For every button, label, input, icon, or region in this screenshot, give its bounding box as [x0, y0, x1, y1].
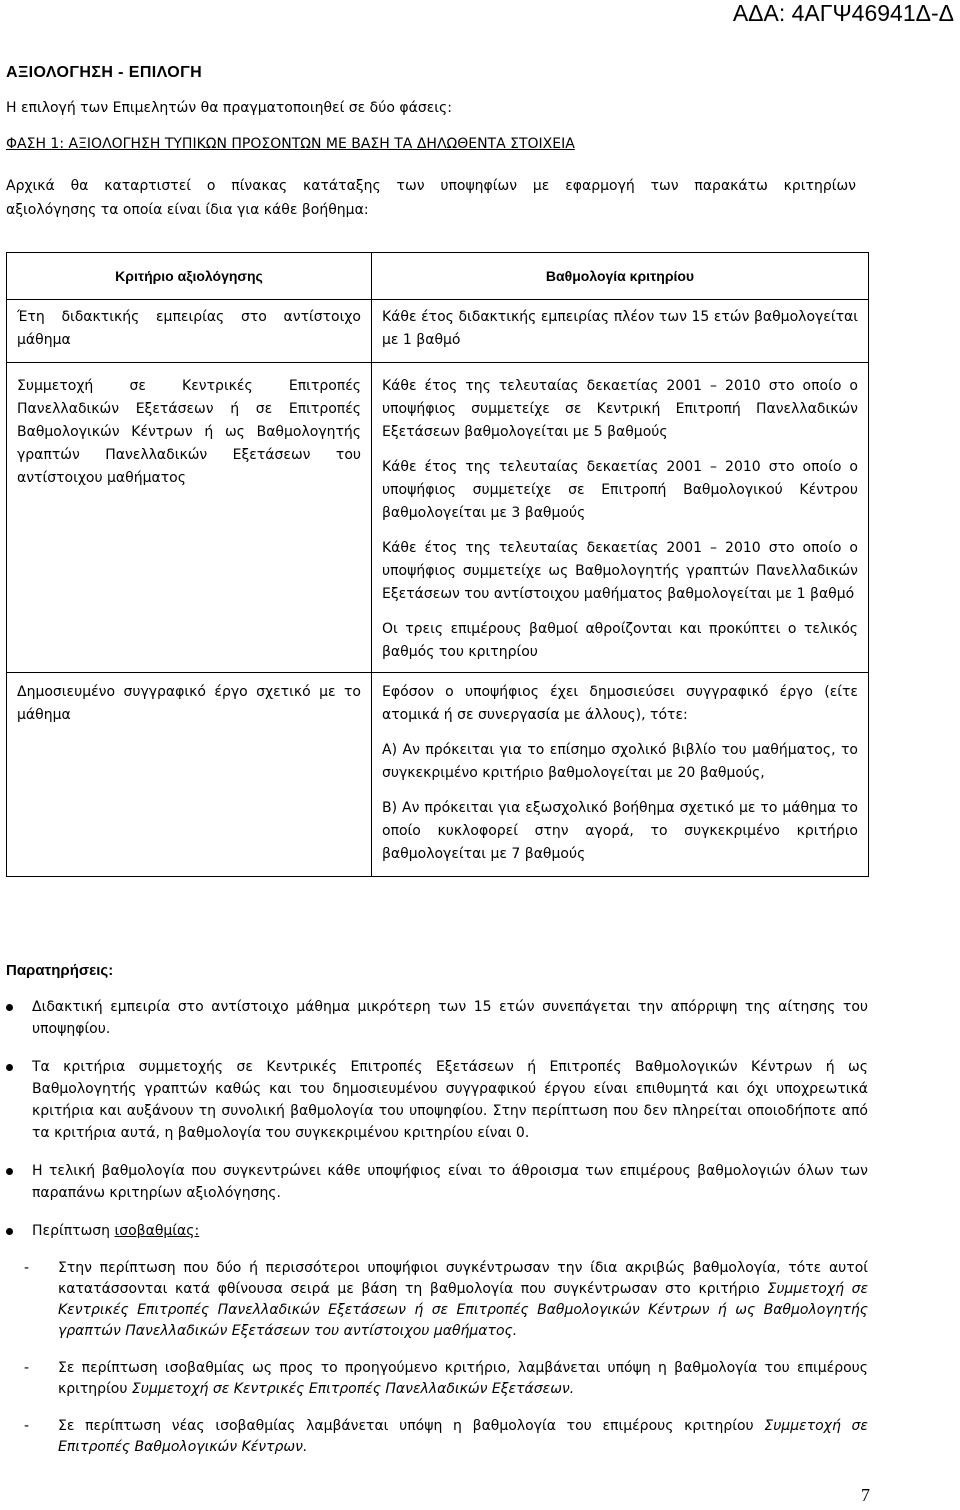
score-cell: Εφόσον ο υποψήφιος έχει δημοσιεύσει συγγραφικό έργο (είτε ατομικά ή σε συνεργασία με άλλους), τότε: [382, 684, 858, 723]
table-header-row [7, 253, 869, 300]
bullet-icon [6, 1004, 13, 1011]
tie-word: ισοβαθμίας: [114, 1223, 200, 1239]
list-item [6, 1056, 868, 1144]
score-cell: Β) Αν πρόκειται για εξωσχολικό βοήθημα σχετικό με το μάθημα το οποίο κυκλοφορεί στην αγορά, το συγκεκριμένο κριτήριο βαθμολογείται με 7 βαθμούς [382, 800, 858, 862]
section-title: ΑΞΙΟΛΟΓΗΣΗ - ΕΠΙΛΟΓΗ [6, 64, 203, 81]
tie-break-list [6, 1258, 868, 1474]
list-item [6, 1160, 868, 1204]
table-row [7, 673, 869, 877]
list-item [6, 1258, 868, 1342]
score-cell: Κάθε έτος της τελευταίας δεκαετίας 2001 – 2010 στο οποίο ο υποψήφιος συμμετείχε σε Κεντρική Επιτροπή Πανελλαδικών Εξετάσεων βαθμολογείται με 5 βαθμούς [382, 378, 858, 440]
list-item-text: Σε περίπτωση ισοβαθμίας ως προς το προηγούμενο κριτήριο, λαμβάνεται υπόψη η βαθμολογία του επιμέρους κριτηρίου [58, 1360, 868, 1397]
list-item [6, 1358, 868, 1400]
page-number: 7 [861, 1485, 870, 1505]
score-cell: Κάθε έτος διδακτικής εμπειρίας πλέον των 15 ετών βαθμολογείται με 1 βαθμό [382, 309, 858, 348]
criterion-cell: Δημοσιευμένο συγγραφικό έργο σχετικό με το μάθημα [17, 684, 361, 723]
intro-paragraph-line2: αξιολόγησης τα οποία είναι ίδια για κάθε βοήθημα: [6, 202, 369, 218]
list-item-text: Στην περίπτωση που δύο ή περισσότεροι υποψήφιοι συγκέντρωσαν την ίδια ακριβώς βαθμολογία, τότε αυτοί κατατάσσονται κατά φθίνουσα σειρά με βάση τη βαθμολογία που συγκέντρωσαν στο κριτήριο [58, 1260, 868, 1297]
bullet-icon [6, 1064, 13, 1071]
table-row [7, 300, 869, 363]
score-cell: Κάθε έτος της τελευταίας δεκαετίας 2001 – 2010 στο οποίο ο υποψήφιος συμμετείχε σε Επιτροπή Βαθμολογικού Κέντρου βαθμολογείται με 3 βαθμούς [382, 459, 858, 521]
score-cell: Κάθε έτος της τελευταίας δεκαετίας 2001 – 2010 στο οποίο ο υποψήφιος συμμετείχε ως Βαθμολογητής γραπτών Πανελλαδικών Εξετάσεων του αντίστοιχου μαθήματος βαθμολογείται με 1 βαθμό [382, 540, 858, 602]
list-item-italic: Συμμετοχή σε Κεντρικές Επιτροπές Πανελλαδικών Εξετάσεων. [131, 1381, 575, 1397]
list-item-italic: Συμμετοχή σε Κεντρικές Επιτροπές Πανελλαδικών Εξετάσεων ή σε Επιτροπές Βαθμολογικών Κέντρων ή ως Βαθμολογητής γραπτών Πανελλαδικών Εξετάσεων του αντίστοιχου μαθήματος. [58, 1281, 869, 1339]
dash-mark: - [24, 1360, 30, 1376]
intro-text: Η επιλογή των Επιμελητών θα πραγματοποιηθεί σε δύο φάσεις: [6, 100, 452, 116]
intro-paragraph-line1: Αρχικά θα καταρτιστεί ο πίνακας κατάταξης των υποψηφίων με εφαρμογή των παρακάτω κριτηρίων [6, 178, 856, 194]
bullet-icon [6, 1168, 13, 1175]
list-item-italic: Συμμετοχή σε Επιτροπές Βαθμολογικών Κέντρων. [58, 1418, 868, 1455]
score-cell: Α) Αν πρόκειται για το επίσημο σχολικό βιβλίο του μαθήματος, το συγκεκριμένο κριτήριο βαθμολογείται με 20 βαθμούς, [382, 742, 858, 781]
criterion-cell: Έτη διδακτικής εμπειρίας στο αντίστοιχο μάθημα [17, 309, 361, 348]
ada-header: ΑΔΑ: 4ΑΓΨ46941Δ-Δ [732, 0, 954, 26]
list-item [6, 1416, 868, 1458]
criteria-table [6, 252, 869, 877]
phase-heading: ΦΑΣΗ 1: ΑΞΙΟΛΟΓΗΣΗ ΤΥΠΙΚΩΝ ΠΡΟΣΟΝΤΩΝ ΜΕ ΒΑΣΗ ΤΑ ΔΗΛΩΘΕΝΤΑ ΣΤΟΙΧΕΙΑ [6, 136, 575, 152]
remarks-list [6, 996, 868, 1258]
column-header-score: Βαθμολογία κριτηρίου [372, 253, 869, 300]
list-item-text: Διδακτική εμπειρία στο αντίστοιχο μάθημα μικρότερη των 15 ετών συνεπάγεται την απόρριψη της αίτησης του υποψηφίου. [32, 999, 868, 1037]
list-item-text: Η τελική βαθμολογία που συγκεντρώνει κάθε υποψήφιος είναι το άθροισμα των επιμέρους βαθμολογιών όλων των παραπάνω κριτηρίων αξιολόγησης. [32, 1163, 868, 1201]
remarks-heading: Παρατηρήσεις: [6, 962, 114, 979]
bullet-icon [6, 1228, 13, 1235]
dash-mark: - [24, 1260, 30, 1276]
list-item [6, 1220, 868, 1242]
tie-prefix: Περίπτωση [32, 1223, 115, 1239]
list-item [6, 996, 868, 1040]
list-item-text: Τα κριτήρια συμμετοχής σε Κεντρικές Επιτροπές Εξετάσεων ή Επιτροπές Βαθμολογικών Κέντρων ή ως Βαθμολογητής γραπτών καθώς και του δημοσιευμένου συγγραφικού έργου είναι επιθυμητά και όχι υποχρεωτικά κριτήρια και αυξάνουν τη συνολική βαθμολογία του υποψηφίου. Στην περίπτωση που δεν πληρείται οποιοδήποτε από τα κριτήρια αυτά, η βαθμολογία του συγκεκριμένου κριτηρίου είναι 0. [32, 1059, 868, 1141]
column-header-criterion: Κριτήριο αξιολόγησης [7, 253, 372, 300]
table-row [7, 363, 869, 673]
score-cell: Οι τρεις επιμέρους βαθμοί αθροίζονται και προκύπτει ο τελικός βαθμός του κριτηρίου [382, 621, 858, 660]
dash-mark: - [24, 1418, 30, 1434]
list-item-text: Σε περίπτωση νέας ισοβαθμίας λαμβάνεται υπόψη η βαθμολογία του επιμέρους κριτηρίου [58, 1418, 765, 1434]
criterion-cell: Συμμετοχή σε Κεντρικές Επιτροπές Πανελλαδικών Εξετάσεων ή σε Επιτροπές Βαθμολογικών Κέντρων ή ως Βαθμολογητής γραπτών Πανελλαδικών Εξετάσεων του αντίστοιχου μαθήματος [17, 378, 361, 486]
